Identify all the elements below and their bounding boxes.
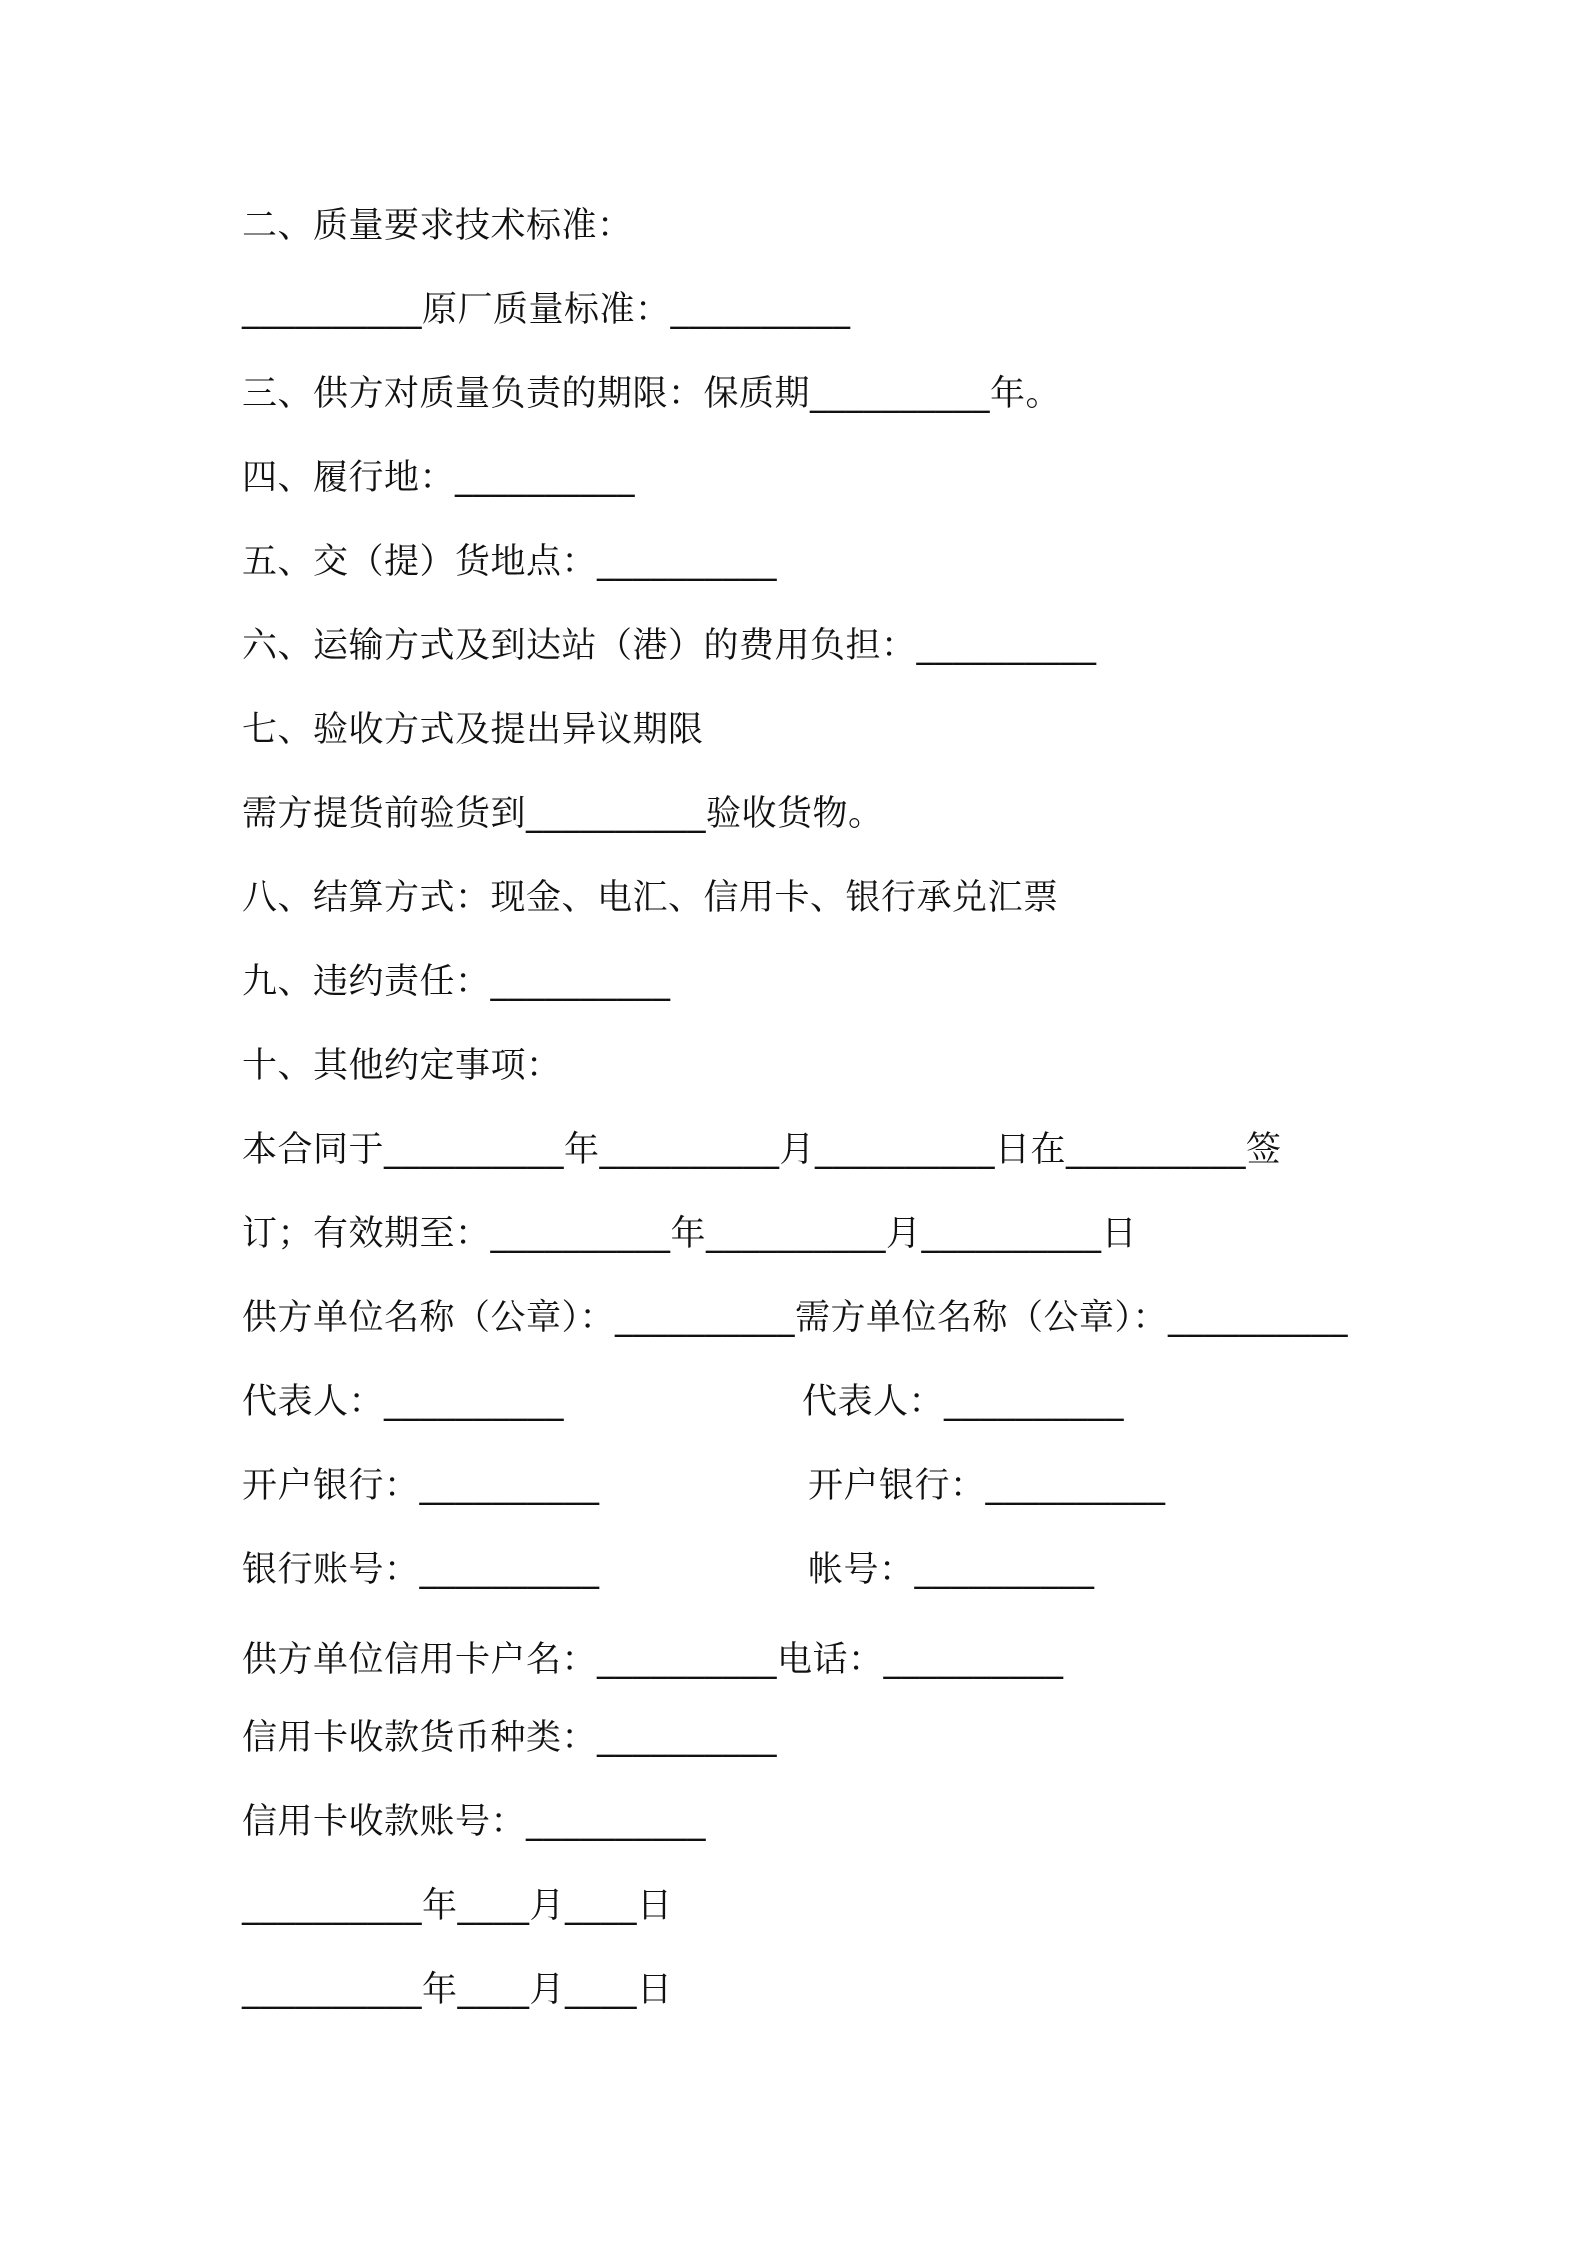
clause-3-warranty-period: 三、供方对质量负责的期限：保质期__________年。 <box>242 374 1062 414</box>
credit-card-account: 信用卡收款账号：__________ <box>242 1802 707 1842</box>
supplier-bank: 开户银行：__________ <box>242 1466 600 1506</box>
credit-card-currency: 信用卡收款货币种类：__________ <box>242 1718 778 1758</box>
supplier-bank-account: 银行账号：__________ <box>242 1550 600 1590</box>
clause-7-acceptance-detail: 需方提货前验货到__________验收货物。 <box>242 794 884 834</box>
credit-card-holder-phone: 供方单位信用卡户名：__________电话：__________ <box>242 1640 1064 1680</box>
clause-7-acceptance-title: 七、验收方式及提出异议期限 <box>242 710 704 750</box>
buyer-representative: 代表人：__________ <box>802 1382 1125 1422</box>
signature-date-1: __________年____月____日 <box>242 1886 673 1926</box>
clause-2-quality-standard: __________原厂质量标准：__________ <box>242 290 851 330</box>
buyer-account: 帐号：__________ <box>808 1550 1095 1590</box>
buyer-bank: 开户银行：__________ <box>808 1466 1166 1506</box>
signature-date-2: __________年____月____日 <box>242 1970 673 2010</box>
supplier-representative: 代表人：__________ <box>242 1382 565 1422</box>
contract-signing-date-line: 本合同于__________年__________月__________日在__________签 <box>242 1130 1282 1170</box>
clause-9-liability: 九、违约责任：__________ <box>242 962 671 1002</box>
clause-2-quality-title: 二、质量要求技术标准： <box>242 206 633 246</box>
clause-5-delivery-location: 五、交（提）货地点：__________ <box>242 542 778 582</box>
clause-6-transport-costs: 六、运输方式及到达站（港）的费用负担：__________ <box>242 626 1097 666</box>
contract-validity-line: 订；有效期至：__________年__________月__________日 <box>242 1214 1138 1254</box>
clause-4-place-of-performance: 四、履行地：__________ <box>242 458 636 498</box>
clause-10-other-matters: 十、其他约定事项： <box>242 1046 562 1086</box>
clause-8-settlement-method: 八、结算方式：现金、电汇、信用卡、银行承兑汇票 <box>242 878 1059 918</box>
party-names-line: 供方单位名称（公章）：__________需方单位名称（公章）：__________ <box>242 1298 1349 1338</box>
